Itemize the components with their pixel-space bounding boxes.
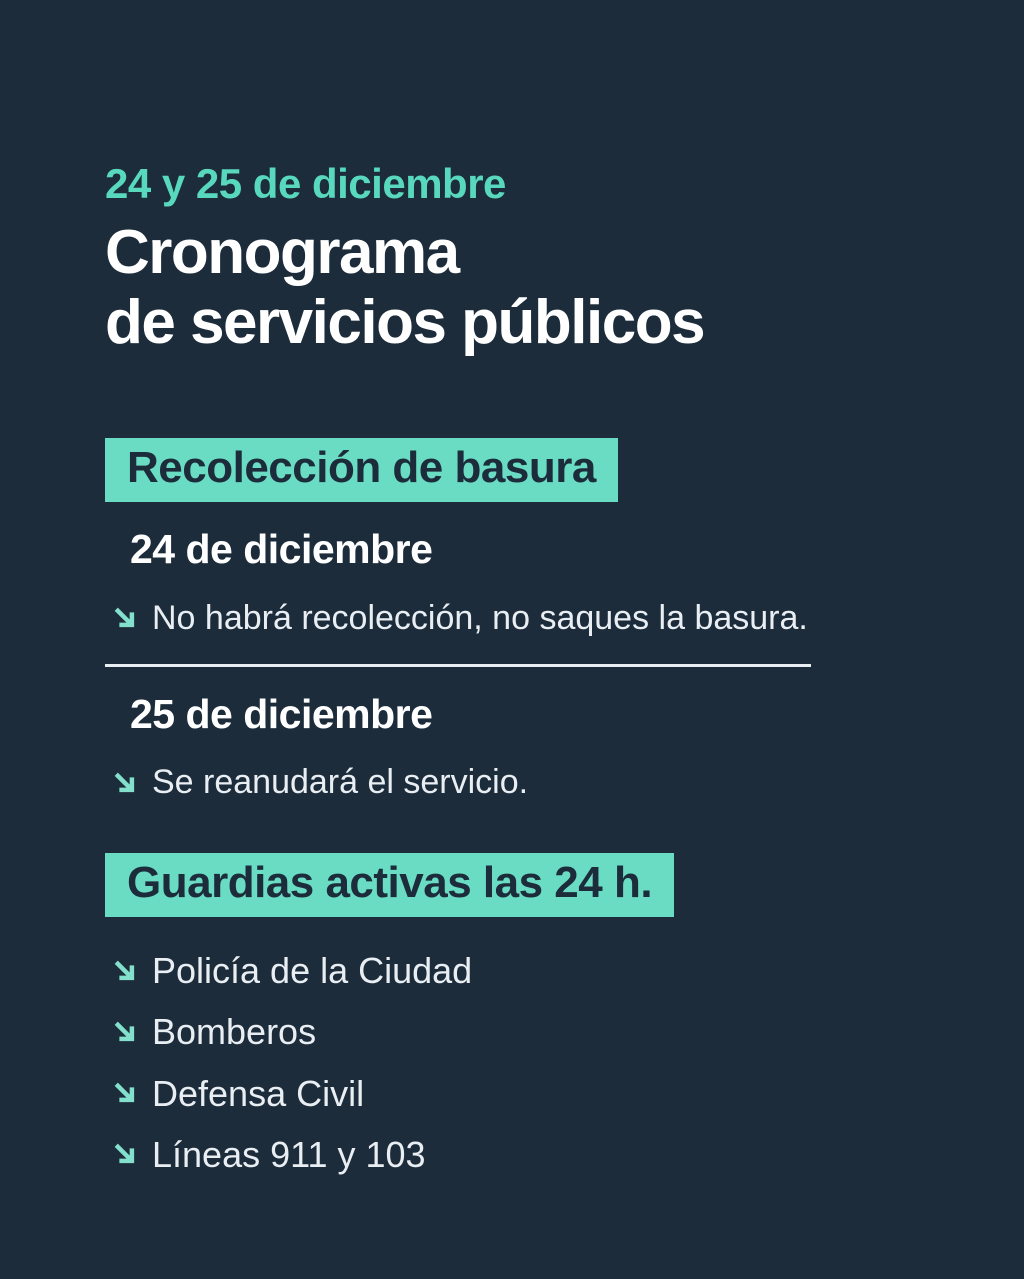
divider <box>105 664 811 667</box>
list-item-defensa-civil <box>110 1072 964 1115</box>
southeast-arrow-icon <box>110 1078 140 1108</box>
section-recoleccion-de-basura <box>105 438 964 803</box>
header <box>105 160 964 358</box>
page-title <box>105 218 964 358</box>
southeast-arrow-icon <box>110 603 140 633</box>
southeast-arrow-icon <box>110 1139 140 1169</box>
bullet-se-reanudara <box>110 762 964 803</box>
bullet-no-recoleccion <box>110 598 964 639</box>
bullet-text: No habrá recolección, no saques la basura. <box>152 598 808 637</box>
list-item-label: Policía de la Ciudad <box>152 950 473 992</box>
list-item-label: Líneas 911 y 103 <box>152 1133 426 1175</box>
southeast-arrow-icon <box>110 768 140 798</box>
list-item-bomberos <box>110 1010 964 1053</box>
subheading-24-de-diciembre: 24 de diciembre <box>130 526 433 573</box>
title-line-1: Cronograma <box>105 218 459 288</box>
list-item-label: Bomberos <box>152 1011 317 1053</box>
subheading-25-de-diciembre: 25 de diciembre <box>130 691 433 738</box>
bullet-text: Se reanudará el servicio. <box>152 763 529 802</box>
section-heading-guardias: Guardias activas las 24 h. <box>105 853 674 917</box>
southeast-arrow-icon <box>110 1017 140 1047</box>
title-line-2: de servicios públicos <box>105 288 705 358</box>
section-heading-recoleccion: Recolección de basura <box>105 438 618 502</box>
list-item-policia <box>110 949 964 992</box>
date-kicker: 24 y 25 de diciembre <box>105 160 506 207</box>
list-item-label: Defensa Civil <box>152 1072 365 1114</box>
southeast-arrow-icon <box>110 956 140 986</box>
section-guardias-activas <box>105 853 964 1176</box>
list-item-lineas-911-103 <box>110 1133 964 1176</box>
